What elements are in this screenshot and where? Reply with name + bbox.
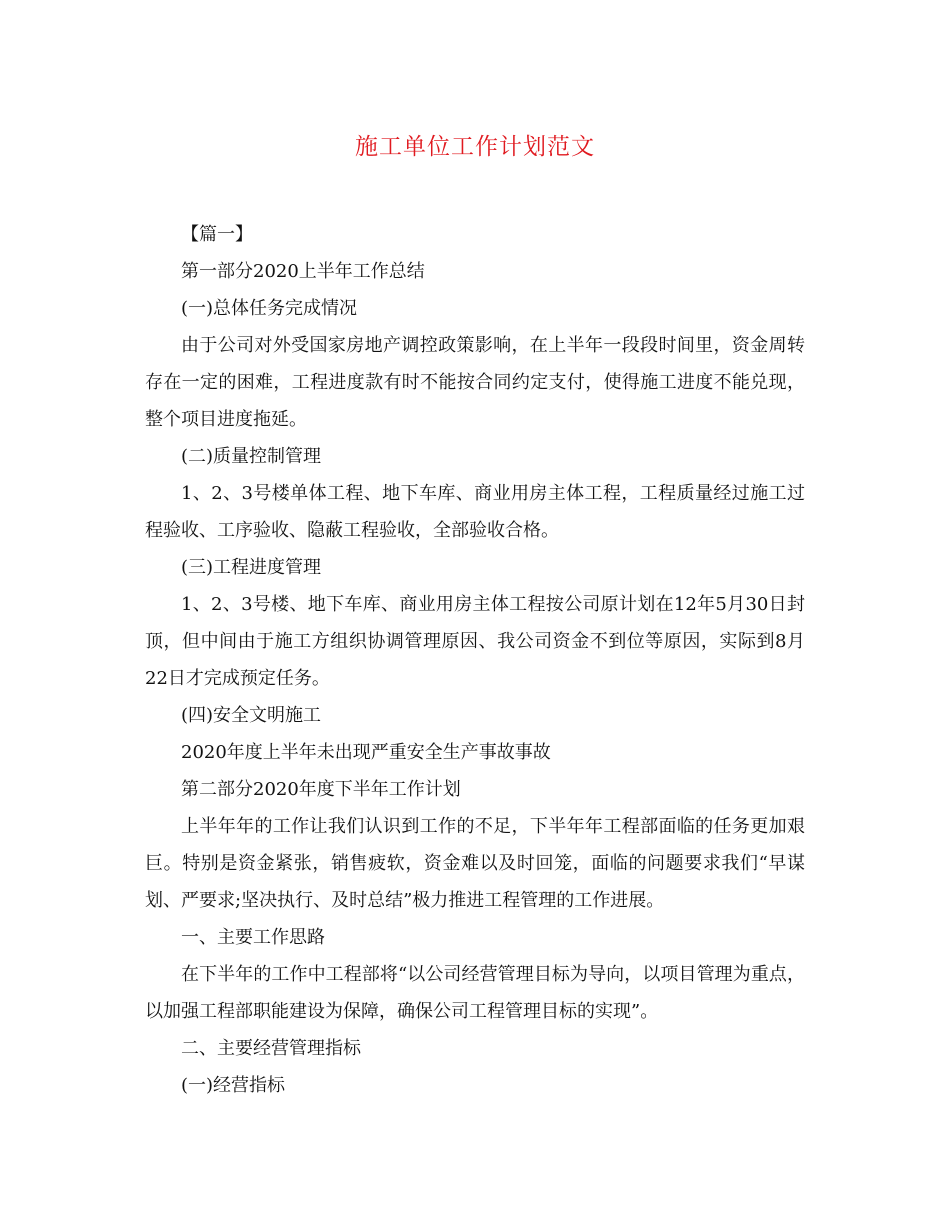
body-paragraph: 由于公司对外受国家房地产调控政策影响，在上半年一段段时间里，资金周转存在一定的困难，工程进度款有时不能按合同约定支付，使得施工进度不能兑现，整个项目进度拖延。	[145, 335, 805, 430]
subsection-heading: (三)工程进度管理	[181, 557, 322, 578]
body-paragraph: 在下半年的工作中工程部将“以公司经营管理目标为导向，以项目管理为重点，以加强工程部职能建设为保障，确保公司工程管理目标的实现”。	[145, 964, 805, 1022]
section-heading: 【篇一】	[181, 224, 253, 245]
body-paragraph: 1、2、3号楼单体工程、地下车库、商业用房主体工程，工程质量经过施工过程验收、工序验收、隐蔽工程验收，全部验收合格。	[145, 483, 805, 541]
body-paragraph: 2020年度上半年未出现严重安全生产事故事故	[181, 742, 551, 763]
body-paragraph: 上半年年的工作让我们认识到工作的不足，下半年年工程部面临的任务更加艰巨。特别是资金紧张，销售疲软，资金难以及时回笼，面临的问题要求我们“早谋划、严要求;坚决执行、及时总结”极力推进工程管理的工作进展。	[145, 816, 805, 911]
part-heading: 第二部分2020年度下半年工作计划	[181, 779, 461, 800]
subsection-heading: 一、主要工作思路	[181, 927, 325, 948]
document-body	[145, 216, 805, 1104]
subsection-heading: (四)安全文明施工	[181, 705, 322, 726]
subsection-heading: 二、主要经营管理指标	[181, 1038, 361, 1059]
part-heading: 第一部分2020上半年工作总结	[181, 261, 425, 282]
body-paragraph: 1、2、3号楼、地下车库、商业用房主体工程按公司原计划在12年5月30日封顶，但中间由于施工方组织协调管理原因、我公司资金不到位等原因，实际到8月22日才完成预定任务。	[145, 594, 805, 689]
subsection-heading: (一)经营指标	[181, 1075, 286, 1096]
subsection-heading: (一)总体任务完成情况	[181, 298, 358, 319]
document-title: 施工单位工作计划范文	[355, 134, 595, 160]
subsection-heading: (二)质量控制管理	[181, 446, 322, 467]
